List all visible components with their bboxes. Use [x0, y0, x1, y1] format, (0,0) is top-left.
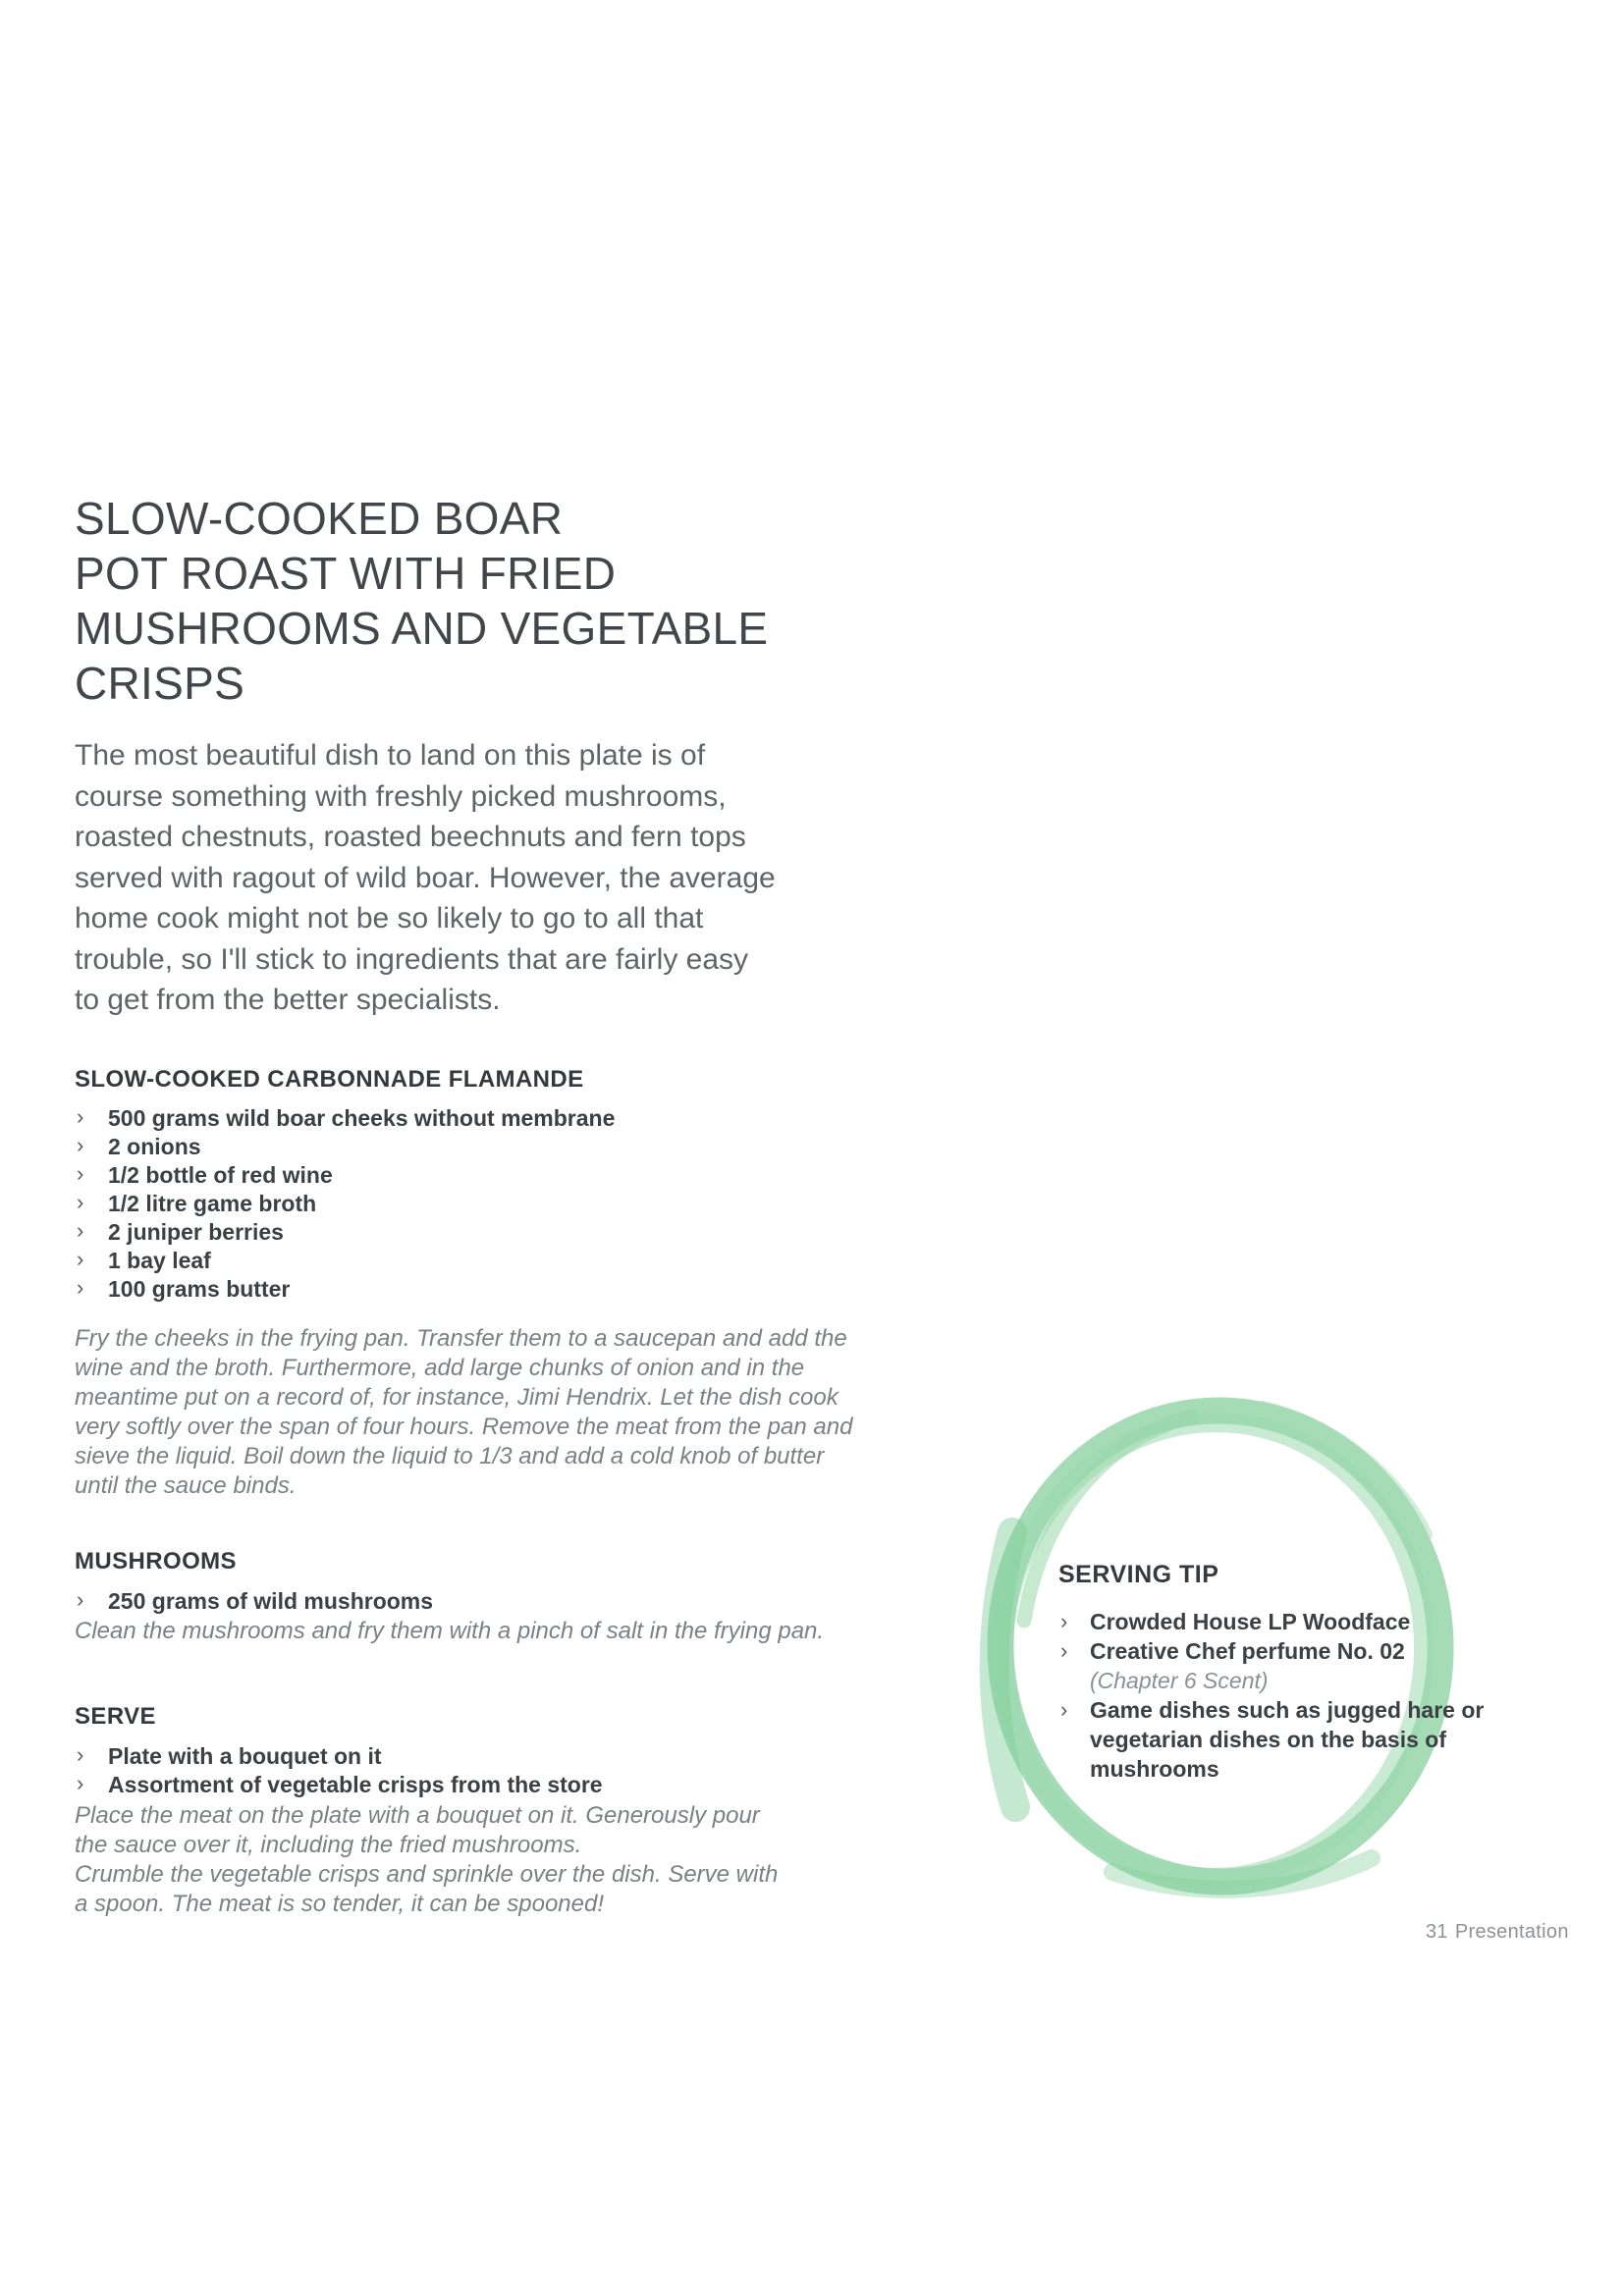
- ingredient-item: [75, 1104, 615, 1133]
- serving-tip-text: Game dishes such as jugged hare or vegetarian dishes on the basis of mushrooms: [1090, 1697, 1485, 1782]
- title-block: [75, 491, 768, 711]
- page-footer: [1426, 1921, 1569, 1944]
- intro-line: home cook might not be so likely to go to all that: [75, 902, 704, 934]
- serving-tip-item: [1058, 1607, 1490, 1636]
- recipe-title-line: SLOW-COOKED BOAR: [75, 493, 564, 544]
- serving-tip-item: [1058, 1636, 1490, 1695]
- intro-line: served with ragout of wild boar. However, the average: [75, 861, 776, 894]
- ingredient-text: 1/2 litre game broth: [108, 1191, 317, 1216]
- chevron-bullet-icon: ›: [1060, 1697, 1068, 1722]
- section-heading-serve: SERVE: [75, 1703, 156, 1730]
- ingredient-text: 100 grams butter: [108, 1276, 291, 1302]
- chevron-bullet-icon: ›: [77, 1218, 84, 1243]
- chevron-bullet-icon: ›: [77, 1104, 84, 1129]
- chevron-bullet-icon: ›: [77, 1742, 84, 1767]
- recipe-title: [75, 491, 768, 711]
- carbonnade-instructions: [75, 1324, 852, 1501]
- mushrooms-instructions: [75, 1617, 824, 1646]
- footer-section-label: Presentation: [1454, 1921, 1569, 1943]
- serving-tip-list: [1058, 1607, 1490, 1784]
- recipe-title-line: CRISPS: [75, 658, 245, 709]
- ingredient-text: 2 juniper berries: [108, 1219, 284, 1245]
- ingredient-item: [75, 1742, 603, 1771]
- ingredient-item: [75, 1587, 433, 1616]
- section-heading-mushrooms: MUSHROOMS: [75, 1548, 237, 1575]
- chevron-bullet-icon: ›: [77, 1587, 84, 1612]
- instruction-line: Crumble the vegetable crisps and sprinkle over the dish. Serve with: [75, 1861, 779, 1888]
- carbonnade-ingredient-list: [75, 1104, 615, 1304]
- ingredient-text: 250 grams of wild mushrooms: [108, 1588, 434, 1614]
- ingredient-item: [75, 1190, 615, 1218]
- instruction-line: wine and the broth. Furthermore, add large chunks of onion and in the: [75, 1355, 805, 1381]
- serving-tip-item: [1058, 1695, 1490, 1784]
- intro-line: roasted chestnuts, roasted beechnuts and fern tops: [75, 821, 746, 853]
- serve-instructions: [75, 1801, 778, 1919]
- instruction-line: the sauce over it, including the fried mushrooms.: [75, 1832, 582, 1858]
- ingredient-item: [75, 1275, 615, 1304]
- chevron-bullet-icon: ›: [77, 1275, 84, 1300]
- recipe-title-line: POT ROAST WITH FRIED: [75, 548, 617, 599]
- ingredient-text: 1/2 bottle of red wine: [108, 1162, 333, 1188]
- chevron-bullet-icon: ›: [1060, 1609, 1068, 1633]
- chevron-bullet-icon: ›: [77, 1190, 84, 1214]
- recipe-intro: [75, 735, 776, 1021]
- ingredient-text: 2 onions: [108, 1134, 201, 1159]
- intro-line: to get from the better specialists.: [75, 984, 501, 1016]
- ingredient-item: [75, 1771, 603, 1799]
- instruction-line: sieve the liquid. Boil down the liquid to 1/3 and add a cold knob of butter: [75, 1443, 825, 1469]
- instruction-line: a spoon. The meat is so tender, it can be spooned!: [75, 1891, 605, 1917]
- ingredient-text: 1 bay leaf: [108, 1248, 211, 1273]
- chevron-bullet-icon: ›: [77, 1247, 84, 1271]
- ingredient-item: [75, 1133, 615, 1161]
- page-number: 31: [1426, 1921, 1448, 1943]
- intro-line: trouble, so I'll stick to ingredients that are fairly easy: [75, 942, 749, 976]
- serving-tip-note: (Chapter 6 Scent): [1090, 1668, 1269, 1693]
- instruction-line: Fry the cheeks in the frying pan. Transfer them to a saucepan and add the: [75, 1325, 847, 1352]
- instruction-line: Place the meat on the plate with a bouquet on it. Generously pour: [75, 1802, 760, 1829]
- serving-tip-text: Creative Chef perfume No. 02: [1090, 1638, 1405, 1664]
- serving-tip-box: [1058, 1561, 1490, 1784]
- ingredient-text: Assortment of vegetable crisps from the store: [108, 1772, 603, 1797]
- chevron-bullet-icon: ›: [1060, 1638, 1068, 1663]
- section-heading-carbonnade: SLOW-COOKED CARBONNADE FLAMANDE: [75, 1066, 584, 1093]
- intro-line: The most beautiful dish to land on this plate is of: [75, 739, 706, 772]
- ingredient-item: [75, 1161, 615, 1190]
- recipe-title-line: MUSHROOMS AND VEGETABLE: [75, 603, 769, 654]
- instruction-line: until the sauce binds.: [75, 1472, 297, 1499]
- intro-line: course something with freshly picked mushrooms,: [75, 779, 727, 813]
- chevron-bullet-icon: ›: [77, 1771, 84, 1795]
- ingredient-text: 500 grams wild boar cheeks without membrane: [108, 1105, 616, 1131]
- instruction-line: meantime put on a record of, for instance, Jimi Hendrix. Let the dish cook: [75, 1384, 839, 1411]
- mushrooms-ingredient-list: [75, 1587, 433, 1616]
- chevron-bullet-icon: ›: [77, 1133, 84, 1157]
- serve-ingredient-list: [75, 1742, 603, 1799]
- instruction-line: Clean the mushrooms and fry them with a pinch of salt in the frying pan.: [75, 1618, 825, 1644]
- ingredient-item: [75, 1247, 615, 1275]
- serving-tip-heading: SERVING TIP: [1058, 1561, 1219, 1588]
- ingredient-item: [75, 1218, 615, 1247]
- chevron-bullet-icon: ›: [77, 1161, 84, 1186]
- serving-tip-text: Crowded House LP Woodface: [1090, 1609, 1411, 1634]
- ingredient-text: Plate with a bouquet on it: [108, 1743, 382, 1769]
- instruction-line: very softly over the span of four hours. Remove the meat from the pan and: [75, 1414, 853, 1440]
